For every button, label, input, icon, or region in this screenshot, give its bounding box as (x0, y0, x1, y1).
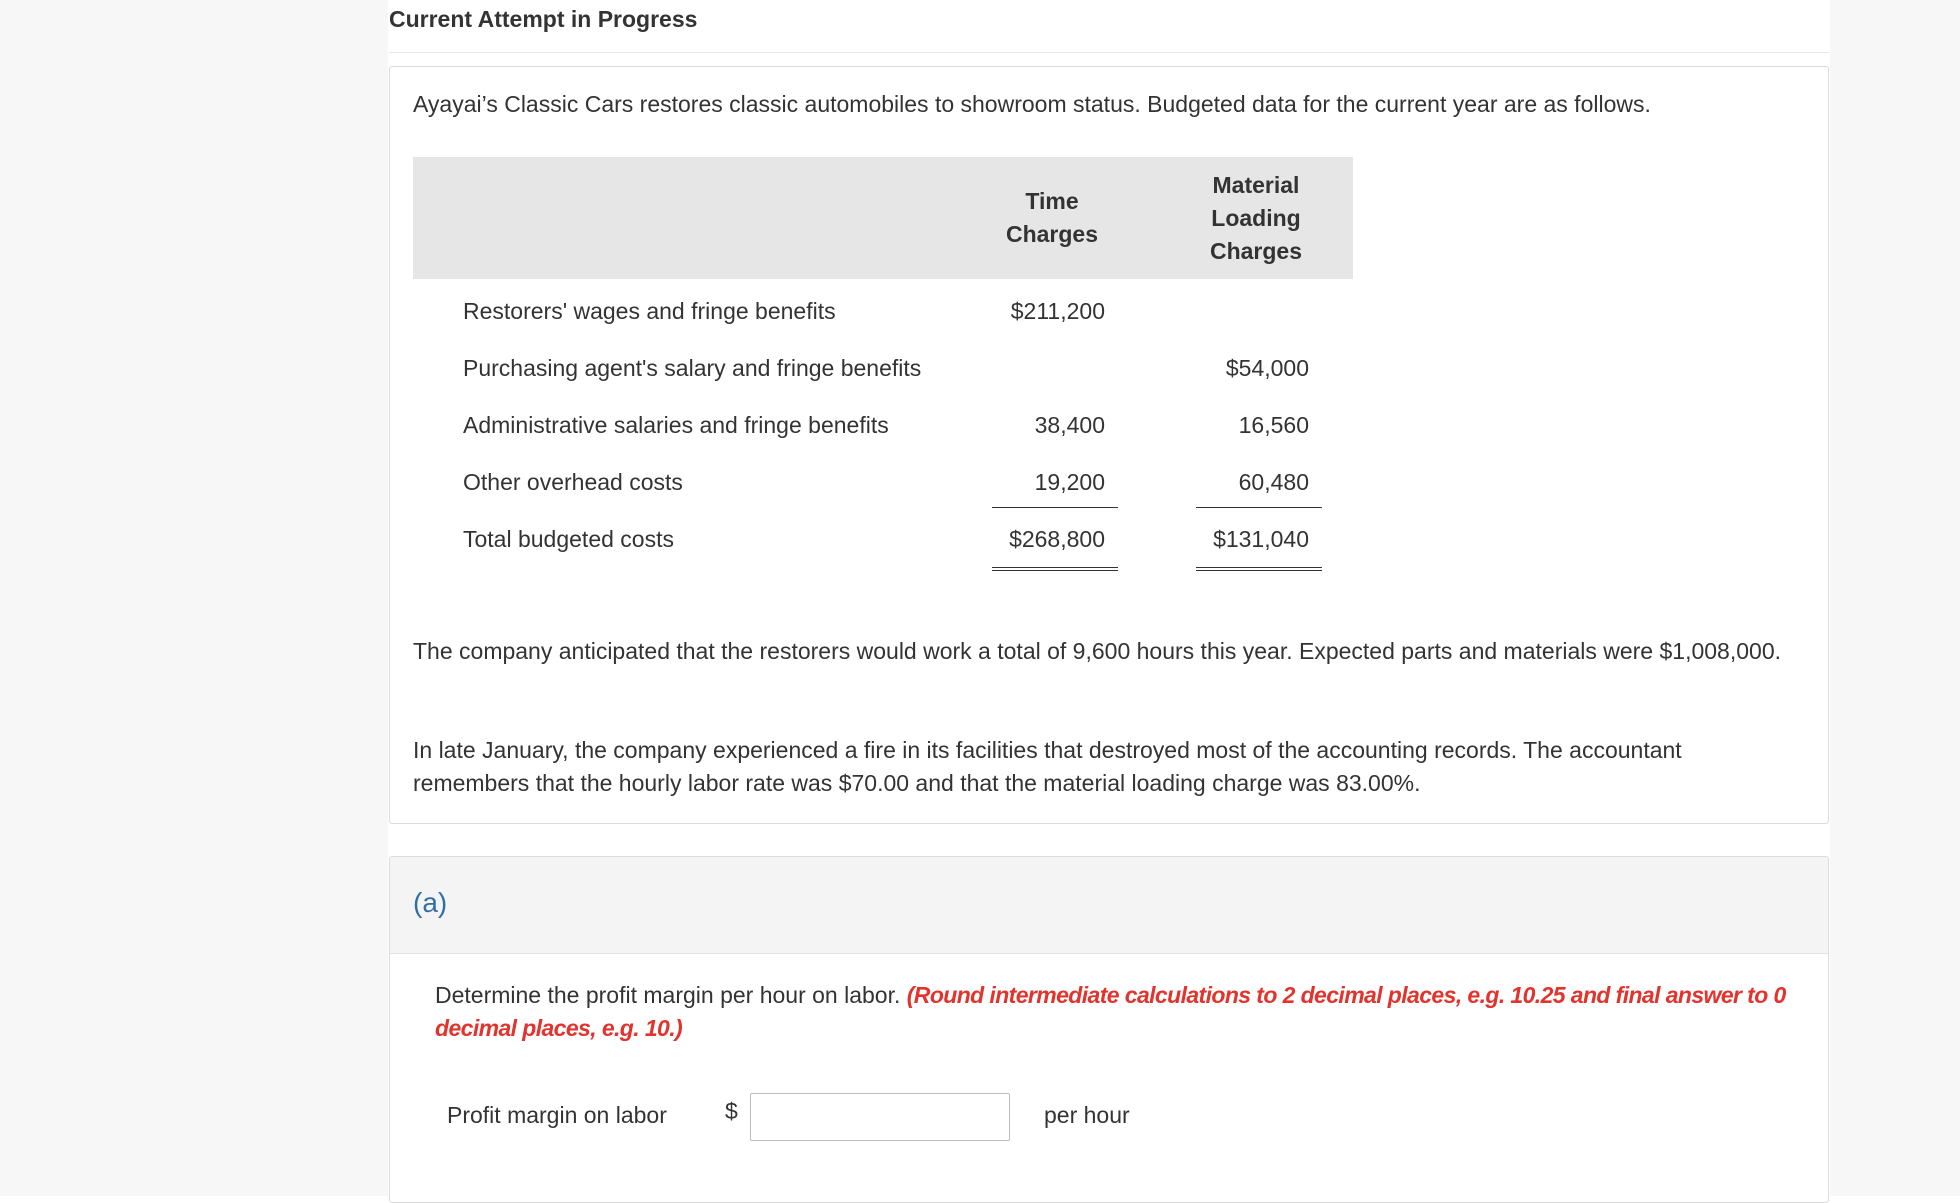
material-charge-total: $131,040 (1213, 526, 1309, 552)
unit-label: per hour (1044, 1102, 1130, 1128)
header-line: Charges (1209, 237, 1303, 264)
title-divider (389, 52, 1829, 53)
problem-paragraph-hours: The company anticipated that the restorers would work a total of 9,600 hours this year. Expected parts and materials were $1,008,000. (413, 638, 1781, 664)
time-charge-total: $268,800 (1009, 526, 1105, 552)
part-label: (a) (413, 887, 448, 918)
profit-margin-input[interactable] (750, 1093, 1010, 1141)
answer-label: Profit margin on labor (447, 1102, 667, 1128)
header-line: Loading (1211, 204, 1301, 231)
header-line: Time (1025, 188, 1079, 214)
part-header (390, 857, 1828, 954)
material-charge-value: $54,000 (1225, 355, 1309, 381)
column-header-time-charges (989, 157, 1115, 279)
part-a-panel (389, 856, 1829, 1203)
row-label: Other overhead costs (463, 469, 683, 495)
subtotal-rule (1196, 507, 1322, 508)
table-row-total (413, 522, 1353, 562)
material-charge-value: 60,480 (1238, 469, 1309, 495)
material-charge-value: 16,560 (1238, 412, 1309, 438)
table-row (413, 351, 1353, 391)
part-instruction (435, 979, 1795, 1045)
row-label: Restorers' wages and fringe benefits (463, 298, 836, 324)
currency-symbol: $ (725, 1098, 738, 1124)
question-panel (389, 66, 1829, 824)
problem-paragraph-fire: In late January, the company experienced a fire in its facilities that destroyed most of the accounting records. The accountant remembers that the hourly labor rate was $70.00 and that the material loading charge was 83.00%. (413, 737, 1682, 796)
column-header-material-loading (1193, 157, 1319, 279)
table-header (413, 157, 1353, 279)
total-double-rule (992, 567, 1118, 571)
time-charge-value: $211,200 (1010, 298, 1105, 324)
time-charge-value: 38,400 (1034, 412, 1105, 438)
right-gutter (1830, 0, 1960, 1196)
table-row (413, 294, 1353, 334)
row-label: Purchasing agent's salary and fringe benefits (463, 355, 922, 381)
instruction-text: Determine the profit margin per hour on labor. (435, 982, 901, 1008)
header-line: Charges (1005, 221, 1099, 247)
header-line: Material (1212, 171, 1300, 198)
attempt-status-title: Current Attempt in Progress (389, 6, 698, 32)
time-charge-value: 19,200 (1034, 469, 1105, 495)
table-row (413, 408, 1353, 448)
subtotal-rule (992, 507, 1118, 508)
total-double-rule (1196, 567, 1322, 571)
problem-intro: Ayayai’s Classic Cars restores classic automobiles to showroom status. Budgeted data for the current year are as follows. (413, 91, 1651, 117)
rounding-hint: (Round intermediate calculations to 2 decimal places, e.g. 10.25 and final answer to 0 decimal places, e.g. 10.) (435, 982, 1786, 1041)
row-label: Total budgeted costs (463, 526, 674, 552)
row-label: Administrative salaries and fringe benefits (463, 412, 889, 438)
left-gutter (0, 0, 388, 1196)
table-row (413, 465, 1353, 505)
